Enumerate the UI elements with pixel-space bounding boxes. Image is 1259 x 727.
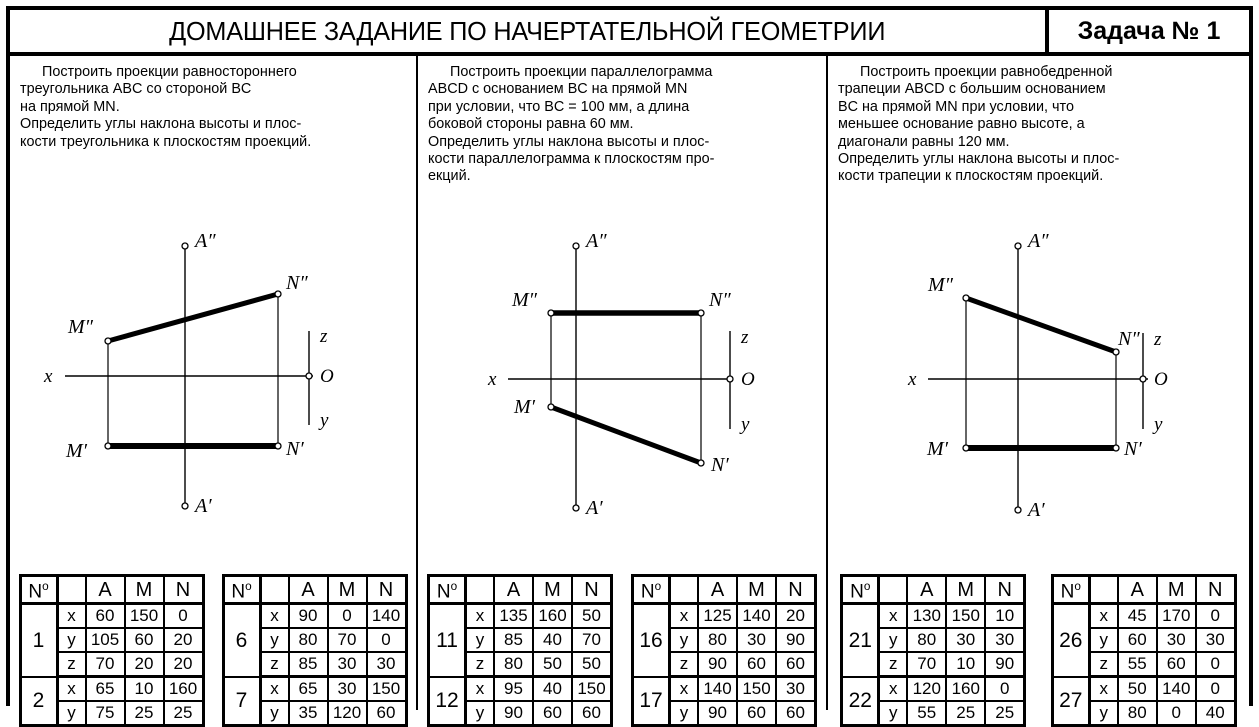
point-a-double xyxy=(182,243,188,249)
value-m: 30 xyxy=(328,652,367,677)
header-a: A xyxy=(289,576,328,604)
header-m: M xyxy=(946,576,985,604)
value-m: 140 xyxy=(737,604,776,629)
coordinate-table xyxy=(840,574,1026,727)
axis-label: x xyxy=(260,677,289,702)
value-a: 80 xyxy=(494,652,533,677)
value-n: 0 xyxy=(1196,652,1236,677)
label-y-axis: y xyxy=(1154,414,1163,435)
axis-label: y xyxy=(260,701,289,726)
header-no: $N^o$ xyxy=(633,576,670,604)
axis-label: x xyxy=(1089,677,1118,702)
value-a: 85 xyxy=(494,628,533,652)
value-m: 150 xyxy=(737,677,776,702)
table-header-row xyxy=(20,576,203,604)
coordinate-table-wrap xyxy=(840,574,1026,727)
statement-line: екций. xyxy=(428,168,471,185)
axis-label: y xyxy=(260,628,289,652)
value-a: 90 xyxy=(698,652,737,677)
problem-statement-1 xyxy=(10,64,416,151)
axis-label: x xyxy=(466,604,495,629)
point-n-single xyxy=(1113,445,1119,451)
value-a: 120 xyxy=(907,677,946,702)
coordinate-tables-2 xyxy=(418,572,826,723)
label-z-axis: z xyxy=(320,326,328,347)
value-a: 65 xyxy=(289,677,328,702)
header-m: M xyxy=(1157,576,1196,604)
axis-label: z xyxy=(57,652,86,677)
value-n: 30 xyxy=(1196,628,1236,652)
value-m: 0 xyxy=(328,604,367,629)
table-row xyxy=(20,604,203,629)
table-row xyxy=(633,604,816,629)
axis-label: x xyxy=(57,604,86,629)
header-n: N xyxy=(572,576,612,604)
label-origin: O xyxy=(741,369,755,390)
axis-label: x xyxy=(670,677,699,702)
point-a-single xyxy=(1015,507,1021,513)
point-m-single xyxy=(548,404,554,410)
header-blank xyxy=(57,576,86,604)
statement-line: при условии, что BC = 100 мм, а длина xyxy=(428,98,690,115)
axis-label: x xyxy=(466,677,495,702)
problem-column-1 xyxy=(10,56,416,723)
label-a-single: A′ xyxy=(195,495,212,517)
label-a-double: A″ xyxy=(195,230,216,252)
value-m: 30 xyxy=(1157,628,1196,652)
value-m: 30 xyxy=(328,677,367,702)
axis-label: z xyxy=(879,652,908,677)
value-n: 90 xyxy=(776,628,816,652)
table-row xyxy=(223,604,406,629)
label-x-axis: x xyxy=(44,366,53,387)
row-index: 17 xyxy=(633,677,670,726)
point-n-double xyxy=(275,291,281,297)
header-no: $N^o$ xyxy=(223,576,260,604)
point-origin xyxy=(1140,376,1146,382)
value-a: 60 xyxy=(86,604,125,629)
value-m: 25 xyxy=(125,701,164,726)
header-blank xyxy=(260,576,289,604)
header-a: A xyxy=(86,576,125,604)
header-n: N xyxy=(367,576,407,604)
value-m: 60 xyxy=(737,652,776,677)
axis-label: y xyxy=(1089,628,1118,652)
coordinate-table xyxy=(1051,574,1237,727)
value-a: 125 xyxy=(698,604,737,629)
row-index: 27 xyxy=(1052,677,1089,726)
label-z-axis: z xyxy=(741,327,749,348)
value-n: 160 xyxy=(164,677,204,702)
statement-line: BC на прямой MN при условии, что xyxy=(838,98,1074,115)
statement-line: кости параллелограмма к плоскостям про- xyxy=(428,151,715,168)
coordinate-tables-3 xyxy=(828,572,1249,723)
header-m: M xyxy=(533,576,572,604)
axis-label: y xyxy=(57,701,86,726)
header-m: M xyxy=(737,576,776,604)
header-m: M xyxy=(125,576,164,604)
label-m-double: M″ xyxy=(512,289,537,311)
label-a-single: A′ xyxy=(586,497,603,519)
axis-label: x xyxy=(57,677,86,702)
coordinate-table-wrap xyxy=(631,574,817,727)
table-row xyxy=(842,604,1025,629)
header-no: $N^o$ xyxy=(429,576,466,604)
problem-statement-3 xyxy=(828,64,1249,186)
axis-label: z xyxy=(670,652,699,677)
label-y-axis: y xyxy=(320,410,329,431)
value-m: 60 xyxy=(533,701,572,726)
label-a-double: A″ xyxy=(1028,230,1049,252)
label-m-double: M″ xyxy=(68,316,93,338)
value-a: 60 xyxy=(1118,628,1157,652)
row-index: 26 xyxy=(1052,604,1089,677)
value-a: 65 xyxy=(86,677,125,702)
statement-line: Определить углы наклона высоты и плос- xyxy=(838,151,1120,168)
segment-mn-frontal xyxy=(966,298,1116,352)
statement-line: треугольника ABC со стороной BC xyxy=(20,81,252,98)
value-m: 150 xyxy=(125,604,164,629)
statement-line: Построить проекции равностороннего xyxy=(42,64,297,80)
segment-mn-horizontal xyxy=(551,407,701,463)
value-n: 150 xyxy=(572,677,612,702)
value-n: 50 xyxy=(572,652,612,677)
value-n: 60 xyxy=(776,652,816,677)
projection-diagram-1 xyxy=(10,221,416,551)
table-header-row xyxy=(223,576,406,604)
row-index: 1 xyxy=(20,604,57,677)
point-m-double xyxy=(105,338,111,344)
header-blank xyxy=(879,576,908,604)
label-m-single: M′ xyxy=(514,396,536,418)
diagram-svg-2 xyxy=(418,221,828,551)
value-a: 135 xyxy=(494,604,533,629)
point-n-single xyxy=(698,460,704,466)
value-a: 90 xyxy=(494,701,533,726)
value-n: 90 xyxy=(985,652,1025,677)
value-n: 50 xyxy=(572,604,612,629)
value-m: 60 xyxy=(737,701,776,726)
label-m-single: M′ xyxy=(66,440,88,462)
header-n: N xyxy=(164,576,204,604)
axis-label: y xyxy=(57,628,86,652)
header-n: N xyxy=(776,576,816,604)
table-header-row xyxy=(429,576,612,604)
value-m: 20 xyxy=(125,652,164,677)
row-index: 12 xyxy=(429,677,466,726)
statement-line: Определить углы наклона высоты и плос- xyxy=(428,133,710,150)
value-n: 0 xyxy=(985,677,1025,702)
row-index: 11 xyxy=(429,604,466,677)
value-a: 45 xyxy=(1118,604,1157,629)
value-m: 120 xyxy=(328,701,367,726)
axis-label: z xyxy=(1089,652,1118,677)
header-a: A xyxy=(907,576,946,604)
value-a: 70 xyxy=(86,652,125,677)
point-m-single xyxy=(963,445,969,451)
value-a: 140 xyxy=(698,677,737,702)
point-n-double xyxy=(698,310,704,316)
axis-label: x xyxy=(670,604,699,629)
value-a: 80 xyxy=(907,628,946,652)
axis-label: x xyxy=(879,677,908,702)
label-a-single: A′ xyxy=(1028,499,1045,521)
value-m: 0 xyxy=(1157,701,1196,726)
label-y-axis: y xyxy=(741,414,750,435)
value-n: 30 xyxy=(985,628,1025,652)
point-a-double xyxy=(573,243,579,249)
header-blank xyxy=(670,576,699,604)
value-n: 40 xyxy=(1196,701,1236,726)
problem-column-3 xyxy=(826,56,1249,723)
axis-label: y xyxy=(670,628,699,652)
axis-label: z xyxy=(466,652,495,677)
label-n-single: N′ xyxy=(711,454,729,476)
value-a: 90 xyxy=(698,701,737,726)
label-origin: O xyxy=(320,366,334,387)
value-a: 55 xyxy=(1118,652,1157,677)
header-m: M xyxy=(328,576,367,604)
projection-diagram-3 xyxy=(828,221,1249,551)
statement-line: Определить углы наклона высоты и плос- xyxy=(20,116,302,133)
statement-line: Построить проекции равнобедренной xyxy=(860,64,1113,80)
statement-line: кости треугольника к плоскостям проекций. xyxy=(20,133,312,150)
label-n-double: N″ xyxy=(709,289,731,311)
axis-label: x xyxy=(879,604,908,629)
header-blank xyxy=(466,576,495,604)
value-m: 10 xyxy=(946,652,985,677)
header-no: $N^o$ xyxy=(20,576,57,604)
projection-diagram-2 xyxy=(418,221,826,551)
value-m: 30 xyxy=(946,628,985,652)
value-a: 80 xyxy=(698,628,737,652)
statement-line: ABCD с основанием BC на прямой MN xyxy=(428,81,688,98)
row-index: 21 xyxy=(842,604,879,677)
value-a: 130 xyxy=(907,604,946,629)
statement-line: меньшее основание равно высоте, а xyxy=(838,116,1085,133)
value-n: 0 xyxy=(164,604,204,629)
coordinate-table xyxy=(222,574,408,727)
axis-label: y xyxy=(466,701,495,726)
statement-line: боковой стороны равна 60 мм. xyxy=(428,116,634,133)
axis-label: y xyxy=(879,701,908,726)
value-a: 105 xyxy=(86,628,125,652)
label-m-single: M′ xyxy=(927,438,949,460)
value-n: 25 xyxy=(164,701,204,726)
value-a: 80 xyxy=(1118,701,1157,726)
table-header-row xyxy=(1052,576,1235,604)
table-header-row xyxy=(633,576,816,604)
task-number-cell xyxy=(1049,10,1249,52)
row-index: 22 xyxy=(842,677,879,726)
header-no: $N^o$ xyxy=(842,576,879,604)
point-a-single xyxy=(182,503,188,509)
title-bar xyxy=(10,10,1249,56)
header-a: A xyxy=(698,576,737,604)
value-m: 160 xyxy=(533,604,572,629)
value-n: 60 xyxy=(572,701,612,726)
value-a: 80 xyxy=(289,628,328,652)
axis-label: y xyxy=(466,628,495,652)
header-n: N xyxy=(1196,576,1236,604)
label-z-axis: z xyxy=(1154,329,1162,350)
value-m: 40 xyxy=(533,677,572,702)
statement-line: Построить проекции параллелограмма xyxy=(450,64,713,80)
row-index: 16 xyxy=(633,604,670,677)
value-m: 160 xyxy=(946,677,985,702)
label-n-double: N″ xyxy=(1118,328,1140,350)
row-index: 7 xyxy=(223,677,260,726)
point-n-single xyxy=(275,443,281,449)
label-n-single: N′ xyxy=(286,438,304,460)
header-n: N xyxy=(985,576,1025,604)
value-a: 55 xyxy=(907,701,946,726)
point-m-double xyxy=(963,295,969,301)
value-n: 20 xyxy=(164,628,204,652)
value-a: 70 xyxy=(907,652,946,677)
worksheet-sheet xyxy=(6,6,1253,723)
coordinate-tables-1 xyxy=(10,572,416,723)
value-n: 60 xyxy=(367,701,407,726)
table-row xyxy=(1052,604,1235,629)
axis-label: y xyxy=(670,701,699,726)
table-row xyxy=(429,604,612,629)
value-n: 30 xyxy=(367,652,407,677)
value-m: 50 xyxy=(533,652,572,677)
value-m: 60 xyxy=(125,628,164,652)
coordinate-table-wrap xyxy=(1051,574,1237,727)
axis-label: y xyxy=(1089,701,1118,726)
statement-line: кости трапеции к плоскостям проекций. xyxy=(838,168,1104,185)
statement-line: на прямой MN. xyxy=(20,98,120,115)
value-n: 60 xyxy=(776,701,816,726)
point-m-single xyxy=(105,443,111,449)
coordinate-table-wrap xyxy=(222,574,408,727)
value-n: 0 xyxy=(1196,604,1236,629)
table-row xyxy=(429,677,612,702)
document-title-cell xyxy=(10,10,1049,52)
problem-column-2 xyxy=(416,56,826,723)
value-n: 25 xyxy=(985,701,1025,726)
coordinate-table xyxy=(19,574,205,727)
coordinate-table-wrap xyxy=(427,574,613,727)
value-a: 35 xyxy=(289,701,328,726)
coordinate-table-wrap xyxy=(19,574,205,727)
task-number-label: Задача № 1 xyxy=(1077,16,1221,45)
value-m: 25 xyxy=(946,701,985,726)
value-m: 30 xyxy=(737,628,776,652)
value-n: 70 xyxy=(572,628,612,652)
header-no: $N^o$ xyxy=(1052,576,1089,604)
point-a-double xyxy=(1015,243,1021,249)
value-n: 150 xyxy=(367,677,407,702)
row-index: 6 xyxy=(223,604,260,677)
value-m: 60 xyxy=(1157,652,1196,677)
value-n: 0 xyxy=(1196,677,1236,702)
statement-line: трапеции ABCD с большим основанием xyxy=(838,81,1106,98)
coordinate-table xyxy=(427,574,613,727)
axis-label: z xyxy=(260,652,289,677)
value-m: 150 xyxy=(946,604,985,629)
segment-mn-frontal xyxy=(108,294,278,341)
value-a: 95 xyxy=(494,677,533,702)
problem-statement-2 xyxy=(418,64,826,186)
point-origin xyxy=(306,373,312,379)
label-n-double: N″ xyxy=(286,272,308,294)
table-row xyxy=(1052,677,1235,702)
value-m: 70 xyxy=(328,628,367,652)
table-row xyxy=(842,677,1025,702)
value-m: 170 xyxy=(1157,604,1196,629)
header-a: A xyxy=(1118,576,1157,604)
table-header-row xyxy=(842,576,1025,604)
label-a-double: A″ xyxy=(586,230,607,252)
label-x-axis: x xyxy=(908,369,917,390)
table-row xyxy=(20,677,203,702)
coordinate-table xyxy=(631,574,817,727)
value-m: 10 xyxy=(125,677,164,702)
value-n: 140 xyxy=(367,604,407,629)
value-a: 50 xyxy=(1118,677,1157,702)
point-origin xyxy=(727,376,733,382)
problem-columns xyxy=(10,56,1249,723)
axis-label: x xyxy=(260,604,289,629)
value-n: 20 xyxy=(776,604,816,629)
point-a-single xyxy=(573,505,579,511)
value-m: 140 xyxy=(1157,677,1196,702)
value-n: 0 xyxy=(367,628,407,652)
value-n: 20 xyxy=(164,652,204,677)
label-x-axis: x xyxy=(488,369,497,390)
label-m-double: M″ xyxy=(928,274,953,296)
table-row xyxy=(223,677,406,702)
header-a: A xyxy=(494,576,533,604)
label-origin: O xyxy=(1154,369,1168,390)
statement-line: диагонали равны 120 мм. xyxy=(838,133,1010,150)
value-a: 85 xyxy=(289,652,328,677)
row-index: 2 xyxy=(20,677,57,726)
value-m: 40 xyxy=(533,628,572,652)
point-m-double xyxy=(548,310,554,316)
axis-label: x xyxy=(1089,604,1118,629)
axis-label: y xyxy=(879,628,908,652)
diagram-svg-3 xyxy=(828,221,1251,551)
value-n: 30 xyxy=(776,677,816,702)
table-row xyxy=(633,677,816,702)
header-blank xyxy=(1089,576,1118,604)
page-title: ДОМАШНЕЕ ЗАДАНИЕ ПО НАЧЕРТАТЕЛЬНОЙ ГЕОМЕТРИИ xyxy=(169,15,886,46)
value-n: 10 xyxy=(985,604,1025,629)
label-n-single: N′ xyxy=(1124,438,1142,460)
value-a: 75 xyxy=(86,701,125,726)
value-a: 90 xyxy=(289,604,328,629)
diagram-svg-1 xyxy=(10,221,416,551)
